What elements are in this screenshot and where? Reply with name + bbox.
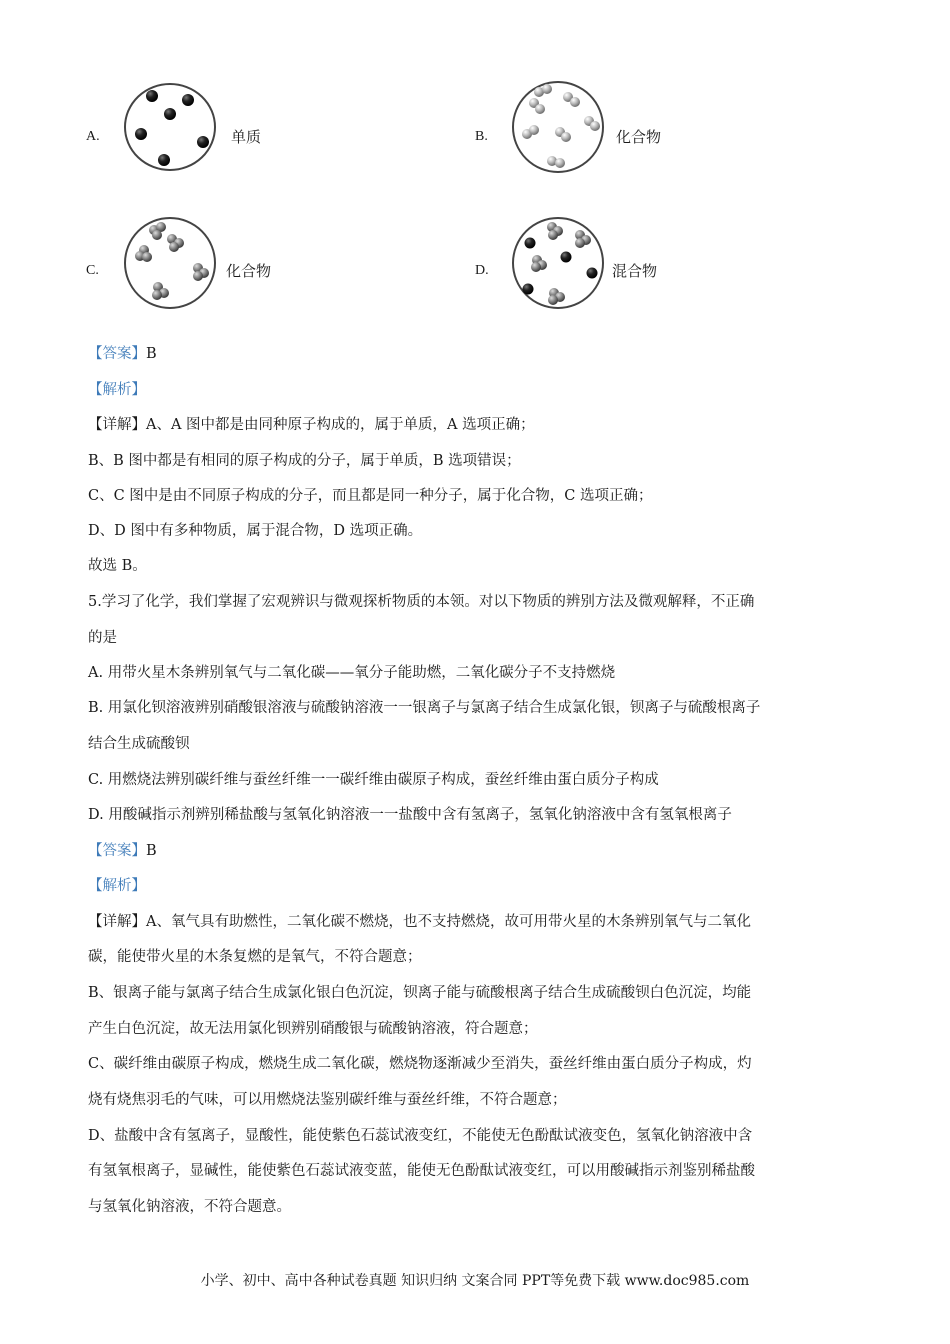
q4-detail-line: C、C 图中是由不同原子构成的分子，而且都是同一种分子，属于化合物，C 选项正确； — [88, 488, 653, 504]
answer-tag: 【答案】 — [88, 843, 146, 859]
detail-text: A、氧气具有助燃性，二氧化碳不燃烧，也不支持燃烧，故可用带火星的木条辨别氧气与二氧化 — [146, 914, 751, 930]
q5-detail-line: D、盐酸中含有氢离子，显酸性，能使紫色石蕊试液变红，不能使无色酚酞试液变色，氢氧化钠溶液中含 — [88, 1128, 753, 1144]
q4-conclusion: 故选 B。 — [88, 558, 147, 574]
q4-analysis-tag: 【解析】 — [88, 382, 146, 398]
q5-choice-b-cont: 结合生成硫酸钡 — [88, 736, 190, 752]
q5-answer — [88, 841, 157, 861]
q5-detail-line — [88, 912, 751, 932]
option-label: 单质 — [231, 128, 262, 146]
q5-choice-a: A. 用带火星木条辨别氧气与二氧化碳——氧分子能助燃，二氧化碳分子不支持燃烧 — [88, 665, 616, 681]
option-letter: A. — [86, 129, 100, 144]
q5-detail-line: 与氢氧化钠溶液，不符合题意。 — [88, 1199, 291, 1215]
option-label: 化合物 — [616, 128, 662, 146]
option-letter: C. — [86, 263, 99, 278]
q4-detail-line: D、D 图中有多种物质，属于混合物，D 选项正确。 — [88, 523, 423, 539]
q4-answer — [88, 344, 157, 364]
option-letter: D. — [475, 263, 489, 278]
q5-choice-b: B. 用氯化钡溶液辨别硝酸银溶液与硫酸钠溶液一一银离子与氯离子结合生成氯化银，钡离子与硫酸根离子 — [88, 700, 761, 716]
molecule-diagram-d-icon — [510, 215, 606, 311]
q4-detail-line: B、B 图中都是有相同的原子构成的分子，属于单质，B 选项错误； — [88, 453, 521, 469]
molecule-diagram-b-icon — [510, 79, 606, 175]
q5-stem-line: 的是 — [88, 630, 117, 646]
molecule-diagram-c-icon — [122, 215, 218, 311]
q5-detail-line: 产生白色沉淀，故无法用氯化钡辨别硝酸银与硫酸钠溶液，符合题意； — [88, 1021, 538, 1037]
page-footer: 小学、初中、高中各种试卷真题 知识归纳 文案合同 PPT等免费下载 www.doc985.com — [200, 1273, 750, 1289]
q5-detail-line: B、银离子能与氯离子结合生成氯化银白色沉淀，钡离子能与硫酸根离子结合生成硫酸钡白色沉淀，均能 — [88, 985, 752, 1001]
q5-detail-line: 烧有烧焦羽毛的气味，可以用燃烧法鉴别碳纤维与蚕丝纤维，不符合题意； — [88, 1092, 567, 1108]
q4-detail-line — [88, 415, 535, 435]
molecule-diagram-a-icon — [122, 81, 218, 173]
answer-value: B — [146, 843, 157, 859]
option-letter: B. — [475, 129, 488, 144]
q5-detail-line: 有氢氧根离子，显碱性，能使紫色石蕊试液变蓝，能使无色酚酞试液变红，可以用酸碱指示剂鉴别稀盐酸 — [88, 1163, 755, 1179]
option-label: 混合物 — [612, 262, 658, 280]
q5-detail-line: 碳，能使带火星的木条复燃的是氧气，不符合题意； — [88, 949, 422, 965]
q5-detail-line: C、碳纤维由碳原子构成，燃烧生成二氧化碳，燃烧物逐渐减少至消失，蚕丝纤维由蛋白质分子构成，灼 — [88, 1056, 752, 1072]
detail-tag: 【详解】 — [88, 417, 146, 433]
detail-text: A、A 图中都是由同种原子构成的，属于单质，A 选项正确； — [146, 417, 535, 433]
q5-choice-d: D. 用酸碱指示剂辨别稀盐酸与氢氧化钠溶液一一盐酸中含有氢离子，氢氧化钠溶液中含有氢氧根离子 — [88, 807, 732, 823]
option-label: 化合物 — [226, 262, 272, 280]
answer-tag: 【答案】 — [88, 346, 146, 362]
q5-stem-line: 5.学习了化学，我们掌握了宏观辨识与微观探析物质的本领。对以下物质的辨别方法及微观解释，不正确 — [88, 594, 755, 610]
q5-analysis-tag: 【解析】 — [88, 878, 146, 894]
q5-choice-c: C. 用燃烧法辨别碳纤维与蚕丝纤维一一碳纤维由碳原子构成，蚕丝纤维由蛋白质分子构成 — [88, 772, 659, 788]
answer-value: B — [146, 346, 157, 362]
detail-tag: 【详解】 — [88, 914, 146, 930]
